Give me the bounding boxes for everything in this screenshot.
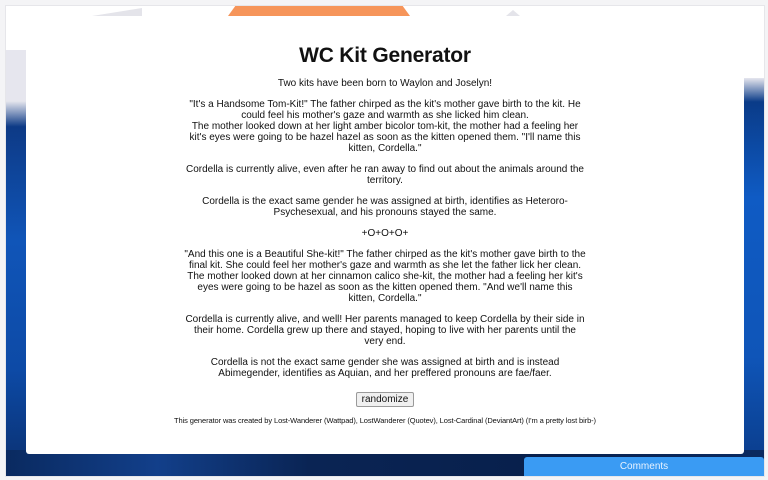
decorative-shape <box>92 8 142 16</box>
kit1-birth-line1: "It's a Handsome Tom-Kit!" The father chirped as the kit's mother gave birth to the kit. He could feel his mother's gaze and warmth as she licked him clean. <box>189 99 581 121</box>
kit2-identity: Cordella is not the exact same gender she was assigned at birth and is instead Abimegender, identifies as Aquian, and her preffered pronouns are fae/faer. <box>210 357 560 379</box>
kit2-birth-line1: "And this one is a Beautiful She-kit!" The father chirped as the kit's mother gave birth to the final kit. She could feel her mother's gaze and warmth as she let the father lick her clean. <box>184 249 586 271</box>
generator-card <box>26 20 744 454</box>
kit2-birth <box>184 249 586 304</box>
generator-output <box>184 78 586 379</box>
kit1-birth-line2: The mother looked down at her light amber bicolor tom-kit, the mother had a feeling her kit's eyes were going to be hazel hazel as soon as the kitten opened them. "I'll name this kitten, Cordella." <box>189 121 581 154</box>
kit1-status: Cordella is currently alive, even after he ran away to find out about the animals around the territory. <box>185 164 584 186</box>
page-title: WC Kit Generator <box>299 44 471 67</box>
background-right-panel <box>744 78 764 476</box>
page-frame <box>5 5 765 477</box>
credit-text: This generator was created by Lost-Wanderer (Wattpad), LostWanderer (Quotev), Lost-Cardinal (DeviantArt) (I'm a pretty lost birb-) <box>174 416 596 425</box>
decorative-shape <box>506 10 520 16</box>
kit2-birth-line2: The mother looked down at her cinnamon calico she-kit, the mother had a feeling her kit's eyes were going to be hazel as soon as the kitten opened them. "And we'll name this kitten, Cordella." <box>187 271 583 304</box>
kit1-identity: Cordella is the exact same gender he was assigned at birth, identifies as Heteroro-Psychesexual, and his pronouns stayed the same. <box>202 196 568 218</box>
header-accent-bar <box>228 6 410 16</box>
background-left-panel <box>6 50 26 476</box>
comments-button[interactable]: Comments <box>524 457 764 476</box>
kit2-status: Cordella is currently alive, and well! Her parents managed to keep Cordella by their side in their home. Cordella grew up there and stayed, hoping to live with her parents until the very end. <box>185 314 585 347</box>
separator: +O+O+O+ <box>361 228 409 239</box>
intro-text: Two kits have been born to Waylon and Joselyn! <box>277 78 493 89</box>
kit1-birth <box>184 99 586 154</box>
randomize-button[interactable]: randomize <box>356 392 415 407</box>
